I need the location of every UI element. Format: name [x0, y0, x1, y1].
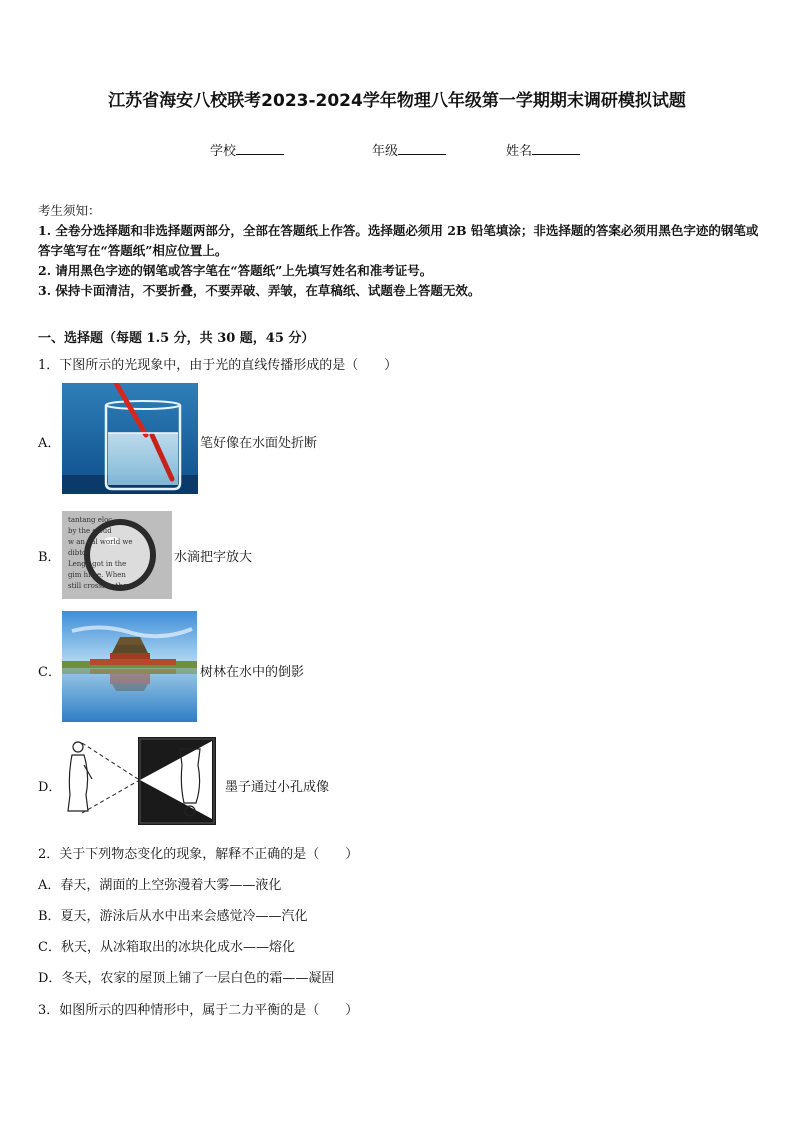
q2-option-d: D．冬天，农家的屋顶上铺了一层白色的霜——凝固 [38, 971, 335, 986]
section-heading: 一、选择题（每题 1.5 分，共 30 题，45 分） [38, 331, 315, 346]
exam-title: 江苏省海安八校联考2023-2024学年物理八年级第一学期期末调研模拟试题 [108, 91, 686, 111]
school-blank[interactable] [236, 143, 284, 155]
school-field [210, 140, 284, 159]
q2-option-b: B．夏天，游泳后从水中出来会感觉冷——汽化 [38, 909, 308, 924]
magnifier-text-line: Lenge got in the [68, 560, 127, 568]
magnifier-text-line: still crossing the [68, 582, 127, 590]
notice-item-2: 2. 请用黑色字迹的钢笔或答字笔在“答题纸”上先填写姓名和准考证号。 [38, 263, 433, 278]
q1-option-a-letter: A． [38, 436, 61, 451]
q2-option-c: C．秋天，从冰箱取出的冰块化成水——熔化 [38, 940, 295, 955]
reflection-photo [62, 611, 197, 722]
name-label: 姓名 [506, 144, 533, 159]
name-blank[interactable] [532, 143, 580, 155]
q1-option-b-letter: B． [38, 550, 61, 565]
magnifier-text-line: tantang eloc [68, 516, 113, 524]
q1-option-d-letter: D． [38, 780, 62, 795]
school-label: 学校 [210, 144, 237, 159]
q1-option-c-text: 树林在水中的倒影 [200, 665, 305, 680]
water-drop-magnifier-photo [62, 511, 172, 599]
grade-label: 年级 [372, 144, 399, 159]
grade-field [372, 140, 446, 159]
magnifier-text-line: w an eal world we [68, 538, 133, 546]
q2-stem: 2．关于下列物态变化的现象，解释不正确的是（ ） [38, 847, 359, 862]
magnifier-text-line: dibtor [68, 549, 90, 557]
grade-blank[interactable] [398, 143, 446, 155]
magnifier-text-line: by the cloud [68, 527, 112, 535]
q1-option-b-text: 水滴把字放大 [174, 550, 253, 565]
q2-option-a: A．春天，湖面的上空弥漫着大雾——液化 [38, 878, 282, 893]
q1-option-c-letter: C． [38, 665, 61, 680]
q3-stem: 3．如图所示的四种情形中，属于二力平衡的是（ ） [38, 1003, 359, 1018]
notice-block [38, 201, 760, 301]
q1-option-a-text: 笔好像在水面处折断 [200, 436, 318, 451]
notice-item-1: 1. 全卷分选择题和非选择题两部分，全部在答题纸上作答。选择题必须用 2B 铅笔填涂；非选择题的答案必须用黑色字迹的钢笔或答字笔写在“答题纸”相应位置上。 [38, 223, 759, 258]
refraction-photo [62, 383, 198, 494]
q1-stem: 1．下图所示的光现象中，由于光的直线传播形成的是（ ） [38, 358, 398, 373]
q1-option-d-text: 墨子通过小孔成像 [225, 780, 330, 795]
pinhole-camera-drawing [62, 735, 218, 828]
notice-heading: 考生须知： [38, 203, 101, 218]
name-field [506, 140, 580, 159]
notice-item-3: 3. 保持卡面清洁，不要折叠，不要弄破、弄皱，在草稿纸、试题卷上答题无效。 [38, 283, 481, 298]
magnifier-text-line: gim hime. When [68, 571, 126, 579]
